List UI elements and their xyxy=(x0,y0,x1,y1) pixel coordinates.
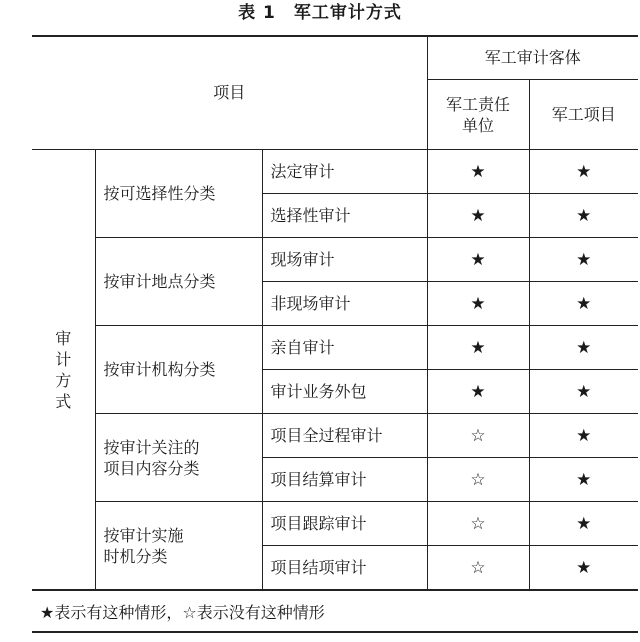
group-label xyxy=(95,502,262,591)
group-label-line: 按审计关注的 xyxy=(103,437,200,457)
side-label-char: 式 xyxy=(55,391,72,411)
audit-method-name: 现场审计 xyxy=(262,238,427,282)
white-star-icon: ☆ xyxy=(470,469,486,490)
unit-mark xyxy=(427,370,529,414)
group-label: 按审计地点分类 xyxy=(95,238,262,326)
unit-header-line: 军工责任 xyxy=(446,94,511,114)
unit-mark xyxy=(427,326,529,370)
unit-mark xyxy=(427,194,529,238)
project-mark xyxy=(529,282,638,326)
unit-mark xyxy=(427,546,529,591)
black-star-icon: ★ xyxy=(470,293,486,314)
group-label: 按可选择性分类 xyxy=(95,150,262,238)
bottom-rule xyxy=(32,631,638,633)
black-star-icon: ★ xyxy=(576,425,592,446)
header-row-1 xyxy=(32,36,638,80)
footnote: ★表示有这种情形，☆表示没有这种情形 xyxy=(40,603,325,622)
unit-header-line: 单位 xyxy=(462,115,495,135)
project-mark xyxy=(529,546,638,591)
black-star-icon: ★ xyxy=(470,337,486,358)
audit-method-name: 项目结算审计 xyxy=(262,458,427,502)
project-mark xyxy=(529,194,638,238)
side-label-char: 计 xyxy=(55,349,72,369)
unit-mark xyxy=(427,414,529,458)
audit-methods-table xyxy=(32,35,638,591)
audit-object-header: 军工审计客体 xyxy=(427,36,638,80)
audit-method-name: 亲自审计 xyxy=(262,326,427,370)
audit-method-name: 非现场审计 xyxy=(262,282,427,326)
unit-mark xyxy=(427,282,529,326)
side-label-audit-methods xyxy=(32,150,95,591)
black-star-icon: ★ xyxy=(470,249,486,270)
black-star-icon: ★ xyxy=(576,337,592,358)
table-row xyxy=(32,238,638,282)
white-star-icon: ☆ xyxy=(470,557,486,578)
unit-column-header xyxy=(427,80,529,150)
project-column-header: 军工项目 xyxy=(529,80,638,150)
unit-mark xyxy=(427,458,529,502)
white-star-icon: ☆ xyxy=(470,513,486,534)
black-star-icon: ★ xyxy=(576,249,592,270)
audit-method-name: 项目全过程审计 xyxy=(262,414,427,458)
group-label: 按审计机构分类 xyxy=(95,326,262,414)
table-row xyxy=(32,502,638,546)
project-mark xyxy=(529,150,638,194)
black-star-icon: ★ xyxy=(576,205,592,226)
table-row xyxy=(32,150,638,194)
unit-mark xyxy=(427,238,529,282)
item-header: 项目 xyxy=(32,36,427,150)
group-label-line: 项目内容分类 xyxy=(103,458,200,478)
white-star-icon: ☆ xyxy=(470,425,486,446)
group-label-line: 时机分类 xyxy=(103,546,168,566)
black-star-icon: ★ xyxy=(470,161,486,182)
black-star-icon: ★ xyxy=(576,469,592,490)
audit-method-name: 法定审计 xyxy=(262,150,427,194)
project-mark xyxy=(529,370,638,414)
table-row xyxy=(32,326,638,370)
table-caption: 表 1 军工审计方式 xyxy=(238,3,402,23)
black-star-icon: ★ xyxy=(576,381,592,402)
project-mark xyxy=(529,458,638,502)
audit-method-name: 选择性审计 xyxy=(262,194,427,238)
project-mark xyxy=(529,414,638,458)
side-label-char: 方 xyxy=(55,370,72,390)
black-star-icon: ★ xyxy=(576,161,592,182)
unit-mark xyxy=(427,150,529,194)
project-mark xyxy=(529,326,638,370)
audit-method-name: 项目跟踪审计 xyxy=(262,502,427,546)
black-star-icon: ★ xyxy=(470,381,486,402)
group-label-line: 按审计实施 xyxy=(103,525,184,545)
table-row xyxy=(32,414,638,458)
audit-method-name: 审计业务外包 xyxy=(262,370,427,414)
side-label-char: 审 xyxy=(55,328,72,348)
group-label xyxy=(95,414,262,502)
black-star-icon: ★ xyxy=(576,293,592,314)
black-star-icon: ★ xyxy=(576,557,592,578)
unit-mark xyxy=(427,502,529,546)
black-star-icon: ★ xyxy=(470,205,486,226)
project-mark xyxy=(529,502,638,546)
project-mark xyxy=(529,238,638,282)
audit-method-name: 项目结项审计 xyxy=(262,546,427,591)
black-star-icon: ★ xyxy=(576,513,592,534)
